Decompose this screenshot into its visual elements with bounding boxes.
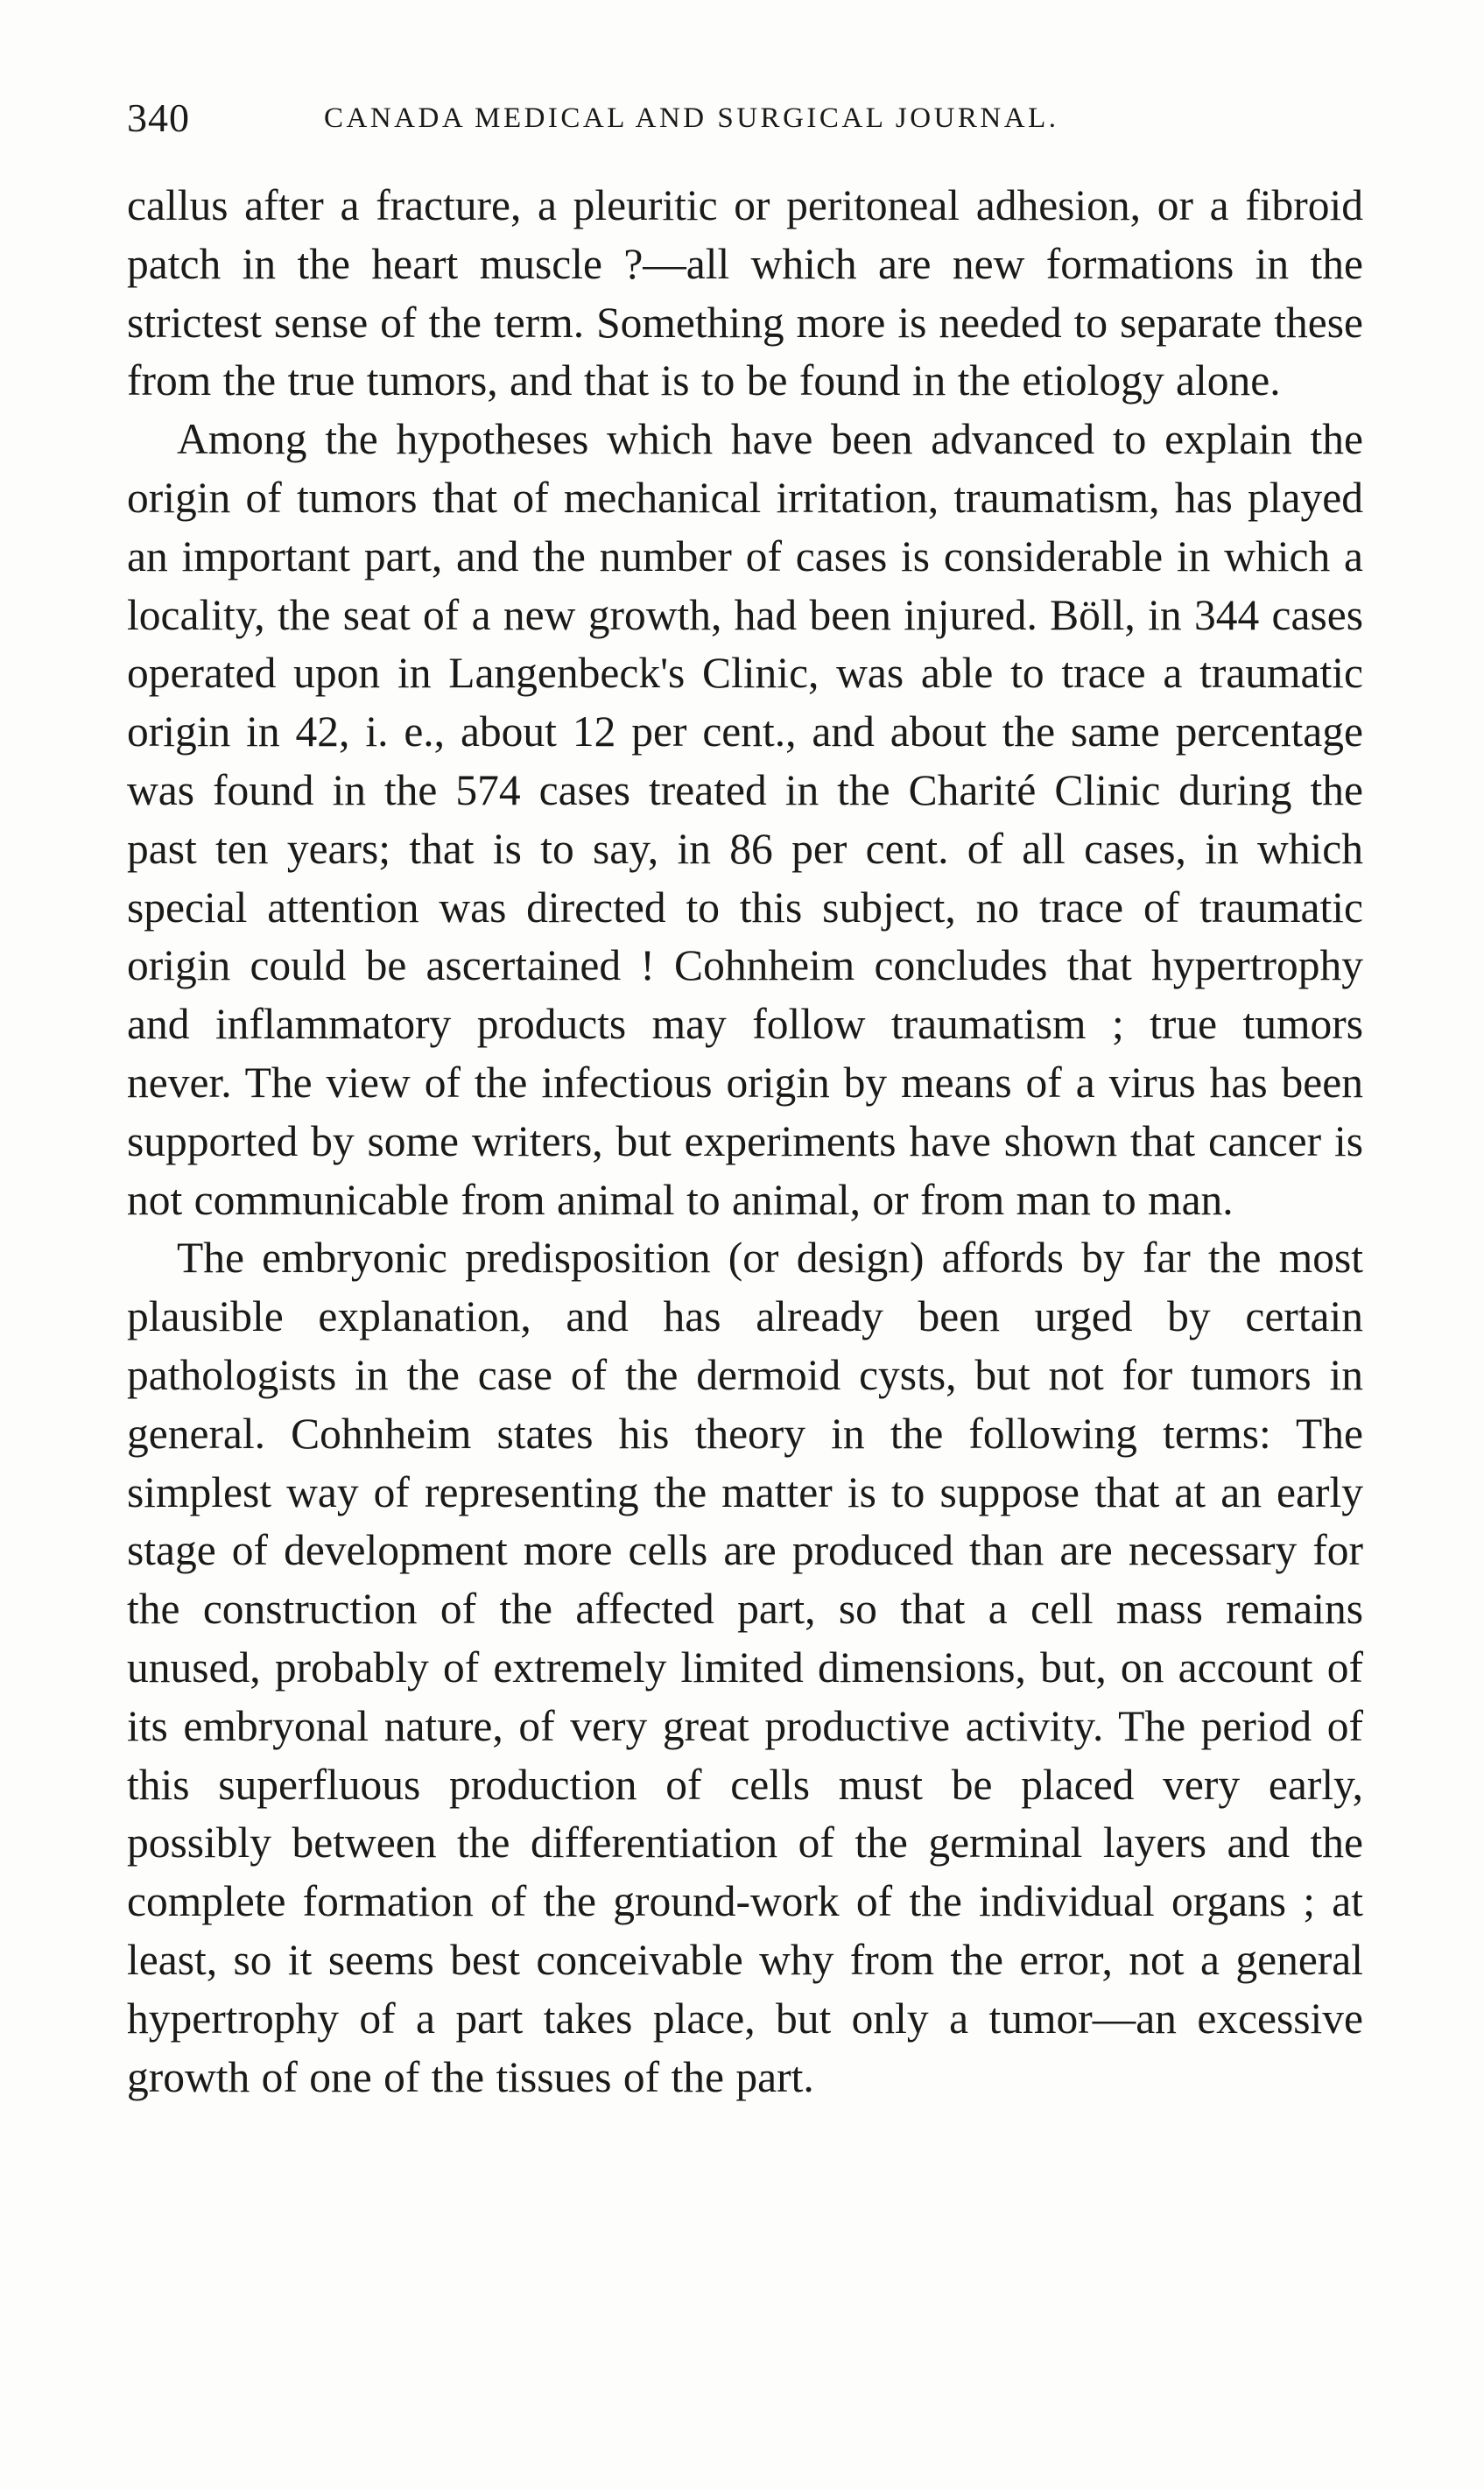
- paragraph-continuation: callus after a fracture, a pleuritic or peritoneal adhesion, or a fibroid patch in the heart muscle ?—all which are new formations in the strictest sense of the term. Something more is needed to separate these from the true tumors, and that is to be found in the etiology alone.: [127, 181, 1363, 405]
- page-number: 340: [127, 95, 190, 140]
- running-head: [127, 88, 1361, 149]
- paragraph-hypotheses: Among the hypotheses which have been advanced to explain the origin of tumors that of mechanical irritation, traumatism, has played an important part, and the number of cases is considerable in which a locality, the seat of a new growth, had been injured. Böll, in 344 cases operated upon in Langenbeck's Clinic, was able to trace a traumatic origin in 42, i. e., about 12 per cent., and about the same percentage was found in the 574 cases treated in the Charité Clinic during the past ten years; that is to say, in 86 per cent. of all cases, in which special attention was directed to this subject, no trace of traumatic origin could be ascertained ! Cohnheim concludes that hypertrophy and inflammatory products may follow traumatism ; true tumors never. The view of the infectious origin by means of a virus has been supported by some writers, but experiments have shown that cancer is not communicable from animal to animal, or from man to man.: [127, 415, 1363, 1224]
- journal-title: CANADA MEDICAL AND SURGICAL JOURNAL.: [324, 102, 1059, 134]
- paragraph-embryonic-predisposition: The embryonic predisposition (or design) affords by far the most plausible explanation, and has already been urged by certain pathologists in the case of the dermoid cysts, but not for tumors in general. Cohnheim states his theory in the following terms: The simplest way of representing the matter is to suppose that at an early stage of development more cells are produced than are necessary for the construction of the affected part, so that a cell mass remains unused, probably of extremely limited dimensions, but, on account of its embryonal nature, of very great productive activity. The period of this superfluous production of cells must be placed very early, possibly between the differentiation of the germinal layers and the complete formation of the ground-work of the individual organs ; at least, so it seems best conceivable why from the error, not a general hypertrophy of a part takes place, but only a tumor—an excessive growth of one of the tissues of the part.: [127, 1234, 1363, 2101]
- body-text: [127, 177, 1363, 2107]
